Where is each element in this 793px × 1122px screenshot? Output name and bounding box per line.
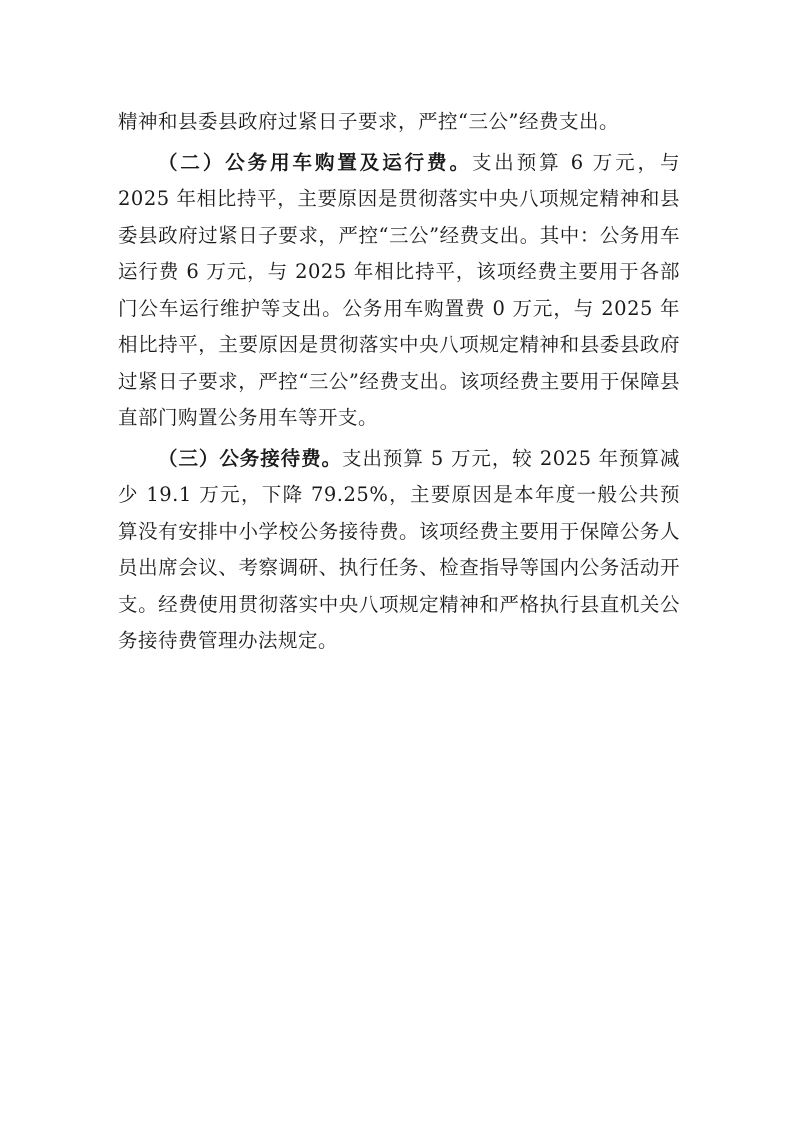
paragraph-vehicle-expenses [118, 145, 680, 437]
document-body [118, 104, 680, 660]
section-body-reception: 支出预算 5 万元，较 2025 年预算减少 19.1 万元，下降 79.25%，主要原因是本年度一般公共预算没有安排中小学校公务接待费。该项经费主要用于保障公务人员出席会议、考察调研、执行任务、检查指导等国内公务活动开支。经费使用贯彻落实中央八项规定精神和严格执行县直机关公务接待费管理办法规定。 [118, 446, 680, 652]
section-heading-reception: （三）公务接待费。 [158, 446, 342, 470]
section-body-vehicle: 支出预算 6 万元，与 2025 年相比持平，主要原因是贯彻落实中央八项规定精神和县委县政府过紧日子要求，严控“三公”经费支出。其中：公务用车运行费 6 万元，与 2025 年相比持平，该项经费主要用于各部门公车运行维护等支出。公务用车购置费 0 万元，与 2025 年相比持平，主要原因是贯彻落实中央八项规定精神和县委县政府过紧日子要求，严控“三公”经费支出。该项经费主要用于保障县直部门购置公务用车等开支。 [118, 150, 680, 429]
paragraph-continuation: 精神和县委县政府过紧日子要求，严控“三公”经费支出。 [118, 110, 619, 133]
section-heading-vehicle: （二）公务用车购置及运行费。 [158, 150, 472, 174]
paragraph-reception-expenses [118, 441, 680, 660]
